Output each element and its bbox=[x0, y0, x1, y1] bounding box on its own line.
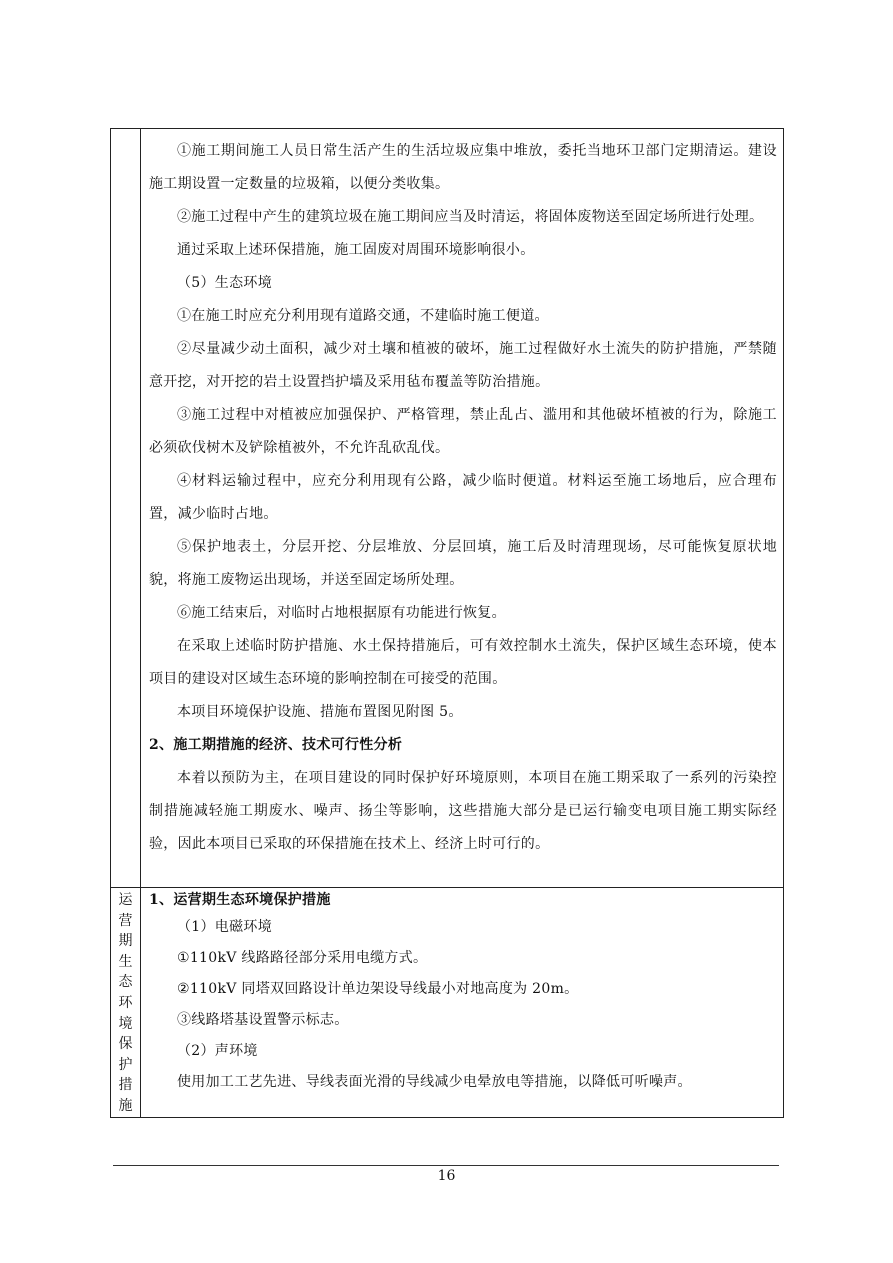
construction-row bbox=[111, 129, 784, 888]
label-char: 营 bbox=[118, 912, 133, 929]
subheading-acoustic: （2）声环境 bbox=[177, 1043, 258, 1059]
label-char: 护 bbox=[118, 1056, 133, 1073]
section-heading-operation: 1、运营期生态环境保护措施 bbox=[149, 892, 331, 908]
operation-row bbox=[111, 888, 784, 1118]
label-char: 环 bbox=[118, 994, 133, 1011]
label-char: 境 bbox=[118, 1015, 133, 1032]
paragraph-ecology-2: ②尽量减少动土面积，减少对土壤和植被的破坏，施工过程做好水土流失的防护措施，严禁随意开挖，对开挖的岩土设置挡护墙及采用毡布覆盖等防治措施。 bbox=[149, 341, 777, 390]
section-heading-feasibility: 2、施工期措施的经济、技术可行性分析 bbox=[149, 737, 403, 753]
paragraph-waste-2: ②施工过程中产生的建筑垃圾在施工期间应当及时清运，将固体废物送至固定场所进行处理。 bbox=[177, 209, 764, 225]
measures-table bbox=[110, 128, 784, 1118]
paragraph-feasibility: 本着以预防为主，在项目建设的同时保护好环境原则，本项目在施工期采取了一系列的污染控制措施减轻施工期废水、噪声、扬尘等影响，这些措施大部分是已运行输变电项目施工期实际经验，因此本项目已采取的环保措施在技术上、经济上时可行的。 bbox=[149, 770, 777, 852]
page-number: 16 bbox=[437, 1168, 456, 1184]
label-char: 态 bbox=[118, 974, 133, 991]
subheading-electromagnetic: （1）电磁环境 bbox=[177, 919, 273, 935]
paragraph-ecology-3: ③施工过程中对植被应加强保护、严格管理，禁止乱占、滥用和其他破坏植被的行为，除施工必须砍伐树木及铲除植被外，不允许乱砍乱伐。 bbox=[149, 407, 777, 456]
label-char: 施 bbox=[118, 1097, 133, 1114]
paragraph-waste-summary: 通过采取上述环保措施，施工固废对周围环境影响很小。 bbox=[177, 242, 535, 258]
construction-content-cell bbox=[141, 129, 784, 888]
paragraph-ecology-1: ①在施工时应充分利用现有道路交通，不建临时施工便道。 bbox=[177, 308, 549, 324]
paragraph-ecology-summary: 在采取上述临时防护措施、水土保持措施后，可有效控制水土流失，保护区域生态环境，使本项目的建设对区域生态环境的影响控制在可接受的范围。 bbox=[149, 638, 777, 687]
paragraph-em-3: ③线路塔基设置警示标志。 bbox=[177, 1012, 349, 1028]
construction-label-cell bbox=[111, 129, 141, 888]
paragraph-ecology-4: ④材料运输过程中，应充分利用现有公路，减少临时便道。材料运至施工场地后，应合理布置，减少临时占地。 bbox=[149, 473, 777, 522]
paragraph-figure-reference: 本项目环境保护设施、措施布置图见附图 5。 bbox=[177, 704, 463, 720]
label-char: 期 bbox=[118, 933, 133, 950]
paragraph-ecology-5: ⑤保护地表土，分层开挖、分层堆放、分层回填，施工后及时清理现场，尽可能恢复原状地貌，将施工废物运出现场，并送至固定场所处理。 bbox=[149, 539, 777, 588]
label-char: 运 bbox=[118, 892, 133, 908]
paragraph-acoustic: 使用加工工艺先进、导线表面光滑的导线减少电晕放电等措施，以降低可听噪声。 bbox=[177, 1074, 692, 1090]
operation-label-cell bbox=[111, 888, 141, 1118]
paragraph-em-2: ②110kV 同塔双回路设计单边架设导线最小对地高度为 20m。 bbox=[177, 981, 579, 997]
paragraph-em-1: ①110kV 线路路径部分采用电缆方式。 bbox=[177, 950, 428, 966]
paragraph-ecology-6: ⑥施工结束后，对临时占地根据原有功能进行恢复。 bbox=[177, 605, 506, 621]
label-char: 措 bbox=[118, 1077, 133, 1094]
label-char: 保 bbox=[118, 1036, 133, 1053]
paragraph-waste-1: ①施工期间施工人员日常生活产生的生活垃圾应集中堆放，委托当地环卫部门定期清运。建设施工期设置一定数量的垃圾箱，以便分类收集。 bbox=[149, 143, 777, 192]
label-char: 生 bbox=[118, 953, 133, 970]
subheading-ecology: （5）生态环境 bbox=[177, 275, 273, 291]
operation-content-cell bbox=[141, 888, 784, 1118]
footer-rule bbox=[113, 1165, 779, 1166]
